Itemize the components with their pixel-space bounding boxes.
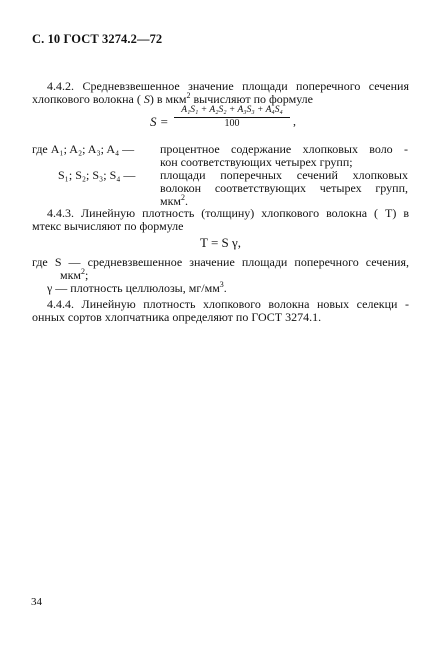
where-s-desc-line-2: волокон соответствующих четырех групп, bbox=[160, 181, 408, 195]
paragraph-4-4-2-line-1: 4.4.2. Средневзвешенное значение площади поперечного сечения bbox=[47, 79, 409, 93]
where-a-label: где A₁; A₂; A₃; A₄ — bbox=[32, 142, 135, 156]
formula-t: T = S γ, bbox=[200, 235, 242, 250]
where-2-line-2: мкм$^2$; bbox=[60, 267, 89, 282]
paragraph-4-4-3-line-2: мтекс вычисляют по формуле bbox=[32, 219, 184, 233]
formula-s bbox=[150, 104, 310, 138]
where-s-desc-line-1: площади поперечных сечений хлопковых bbox=[160, 168, 408, 182]
where-2-line-1: где S — средневзвешенное значение площади поперечного сечения, bbox=[32, 255, 409, 269]
paragraph-4-4-4-line-2: онных сортов хлопчатника определяют по ГОСТ 3274.1. bbox=[32, 310, 322, 324]
formula-s-comma: , bbox=[293, 114, 296, 128]
page-header: С. 10 ГОСТ 3274.2—72 bbox=[32, 32, 163, 46]
where-s-desc-line-3: мкм$^2$. bbox=[160, 193, 189, 208]
where-a-desc-line-2: кон соответствующих четырех групп; bbox=[160, 155, 353, 169]
where-a-desc-line-1: процентное содержание хлопковых воло - bbox=[160, 142, 408, 156]
formula-s-fraction bbox=[174, 104, 290, 130]
where-2-line-3: γ — плотность целлюлозы, $мг/мм^3$. bbox=[47, 280, 227, 295]
where-s-label: S₁; S₂; S₃; S₄ — bbox=[58, 168, 136, 182]
paragraph-4-4-3-line-1: 4.4.3. Линейную плотность (толщину) хлопкового волокна ( T) в bbox=[47, 206, 409, 220]
formula-s-lhs: S = bbox=[150, 114, 169, 129]
formula-s-numerator: A₁S₁ + A₂S₂ + A₃S₃ + A₄S₄ bbox=[174, 104, 290, 118]
paragraph-4-4-2-line-2: хлопкового волокна ( S) в мкм$^2$ вычисляют по формуле bbox=[32, 91, 313, 106]
paragraph-4-4-4-line-1: 4.4.4. Линейную плотность хлопкового волокна новых селекци - bbox=[47, 297, 409, 311]
formula-s-denominator: 100 bbox=[224, 118, 240, 129]
page-number: 34 bbox=[31, 596, 42, 608]
